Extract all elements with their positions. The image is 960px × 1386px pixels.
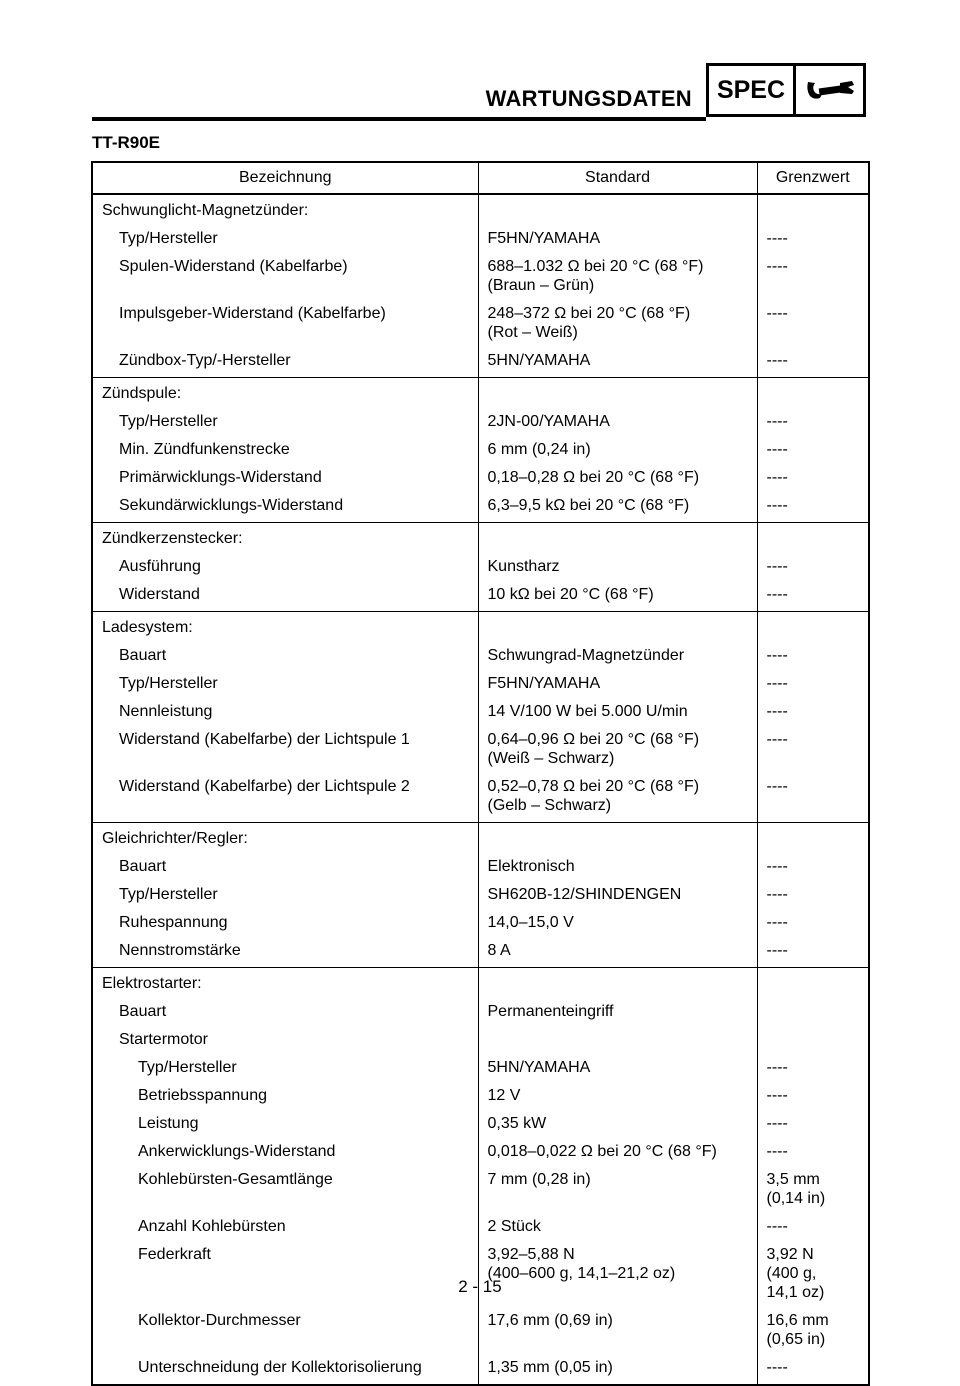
standard-value-cell — [478, 775, 757, 823]
limit-value: ---- — [766, 586, 788, 603]
row-label: Ankerwicklungs-Widerstand — [138, 1143, 336, 1160]
row-label-cell — [92, 1112, 478, 1140]
table-row — [92, 378, 869, 411]
row-label: Anzahl Kohlebürsten — [138, 1218, 286, 1235]
row-label: Widerstand (Kabelfarbe) der Lichtspule 1 — [119, 731, 410, 748]
limit-value-cell — [757, 968, 869, 1001]
table-section — [92, 523, 869, 612]
limit-value: ---- — [766, 258, 788, 275]
limit-value-cell — [757, 1356, 869, 1385]
row-label: Sekundärwicklungs-Widerstand — [119, 497, 344, 514]
table-row — [92, 302, 869, 349]
row-label-cell — [92, 1000, 478, 1028]
row-label: Typ/Hersteller — [138, 1059, 237, 1076]
standard-value: 8 A — [487, 942, 511, 959]
table-row — [92, 1000, 869, 1028]
table-section — [92, 968, 869, 1386]
standard-value-cell — [478, 1140, 757, 1168]
limit-value: ---- — [766, 703, 788, 720]
standard-value-cell — [478, 466, 757, 494]
row-label-cell — [92, 968, 478, 1001]
row-label: Bauart — [119, 647, 167, 664]
table-row — [92, 968, 869, 1001]
standard-value: 2JN-00/YAMAHA — [487, 413, 610, 430]
standard-value: 5HN/YAMAHA — [487, 352, 591, 369]
standard-value: F5HN/YAMAHA — [487, 675, 601, 692]
table-row — [92, 438, 869, 466]
table-row — [92, 700, 869, 728]
standard-value-cell — [478, 1028, 757, 1056]
standard-value-cell — [478, 883, 757, 911]
standard-value: 0,018–0,022 Ω bei 20 °C (68 °F) — [487, 1143, 717, 1160]
table-row — [92, 1084, 869, 1112]
row-label: Gleichrichter/Regler: — [102, 830, 248, 847]
standard-value: 17,6 mm (0,69 in) — [487, 1312, 613, 1329]
limit-value-cell — [757, 302, 869, 349]
limit-value: ---- — [766, 942, 788, 959]
limit-value-cell — [757, 494, 869, 523]
standard-value: SH620B-12/SHINDENGEN — [487, 886, 682, 903]
table-row — [92, 1168, 869, 1215]
row-label: Impulsgeber-Widerstand (Kabelfarbe) — [119, 305, 386, 322]
row-label-cell — [92, 612, 478, 645]
limit-value-cell — [757, 466, 869, 494]
standard-value-cell — [478, 728, 757, 775]
limit-value — [758, 827, 869, 832]
limit-value-cell — [757, 1000, 869, 1028]
row-label: Min. Zündfunkenstrecke — [119, 441, 290, 458]
standard-value — [479, 616, 757, 621]
row-label: Unterschneidung der Kollektorisolierung — [138, 1359, 422, 1376]
limit-value — [758, 1000, 869, 1005]
standard-value: 3,92–5,88 N (400–600 g, 14,1–21,2 oz) — [487, 1246, 676, 1282]
limit-value-cell — [757, 728, 869, 775]
table-row — [92, 410, 869, 438]
table-row — [92, 1215, 869, 1243]
row-label: Typ/Hersteller — [119, 886, 218, 903]
row-label: Typ/Hersteller — [119, 230, 218, 247]
standard-value-cell — [478, 644, 757, 672]
limit-value: ---- — [766, 497, 788, 514]
table-section — [92, 194, 869, 378]
table-row — [92, 494, 869, 523]
limit-value — [758, 1028, 869, 1033]
limit-value: ---- — [766, 675, 788, 692]
row-label: Elektrostarter: — [102, 975, 202, 992]
limit-value-cell — [757, 583, 869, 612]
standard-value: 1,35 mm (0,05 in) — [487, 1359, 613, 1376]
limit-value-cell — [757, 1084, 869, 1112]
row-label: Federkraft — [138, 1246, 211, 1263]
row-label-cell — [92, 1215, 478, 1243]
row-label: Startermotor — [119, 1031, 208, 1048]
limit-value-cell — [757, 883, 869, 911]
row-label: Ruhespannung — [119, 914, 228, 931]
limit-value-cell — [757, 823, 869, 856]
limit-value: ---- — [766, 305, 788, 322]
row-label-cell — [92, 1168, 478, 1215]
standard-value-cell — [478, 194, 757, 227]
wrench-icon — [802, 75, 858, 105]
spec-badge-icon-cell — [796, 66, 863, 114]
standard-value: 6 mm (0,24 in) — [487, 441, 591, 458]
limit-value-cell — [757, 939, 869, 968]
limit-value-cell — [757, 349, 869, 378]
table-row — [92, 672, 869, 700]
row-label: Kohlebürsten-Gesamtlänge — [138, 1171, 333, 1188]
standard-value-cell — [478, 494, 757, 523]
table-row — [92, 194, 869, 227]
limit-value: ---- — [766, 413, 788, 430]
limit-value-cell — [757, 1112, 869, 1140]
table-row — [92, 523, 869, 556]
table-row — [92, 1112, 869, 1140]
row-label: Zündbox-Typ/-Hersteller — [119, 352, 291, 369]
row-label-cell — [92, 466, 478, 494]
limit-value-cell — [757, 1168, 869, 1215]
standard-value-cell — [478, 410, 757, 438]
limit-value-cell — [757, 775, 869, 823]
limit-value-cell — [757, 700, 869, 728]
table-row — [92, 728, 869, 775]
limit-value-cell — [757, 911, 869, 939]
limit-value: ---- — [766, 886, 788, 903]
limit-value-cell — [757, 855, 869, 883]
limit-value — [758, 382, 869, 387]
row-label: Zündkerzenstecker: — [102, 530, 243, 547]
row-label: Typ/Hersteller — [119, 413, 218, 430]
standard-value-cell — [478, 855, 757, 883]
standard-value-cell — [478, 700, 757, 728]
table-row — [92, 255, 869, 302]
header-title: WARTUNGSDATEN — [485, 86, 692, 111]
standard-value: 0,64–0,96 Ω bei 20 °C (68 °F) (Weiß – Schwarz) — [487, 731, 700, 767]
limit-value — [758, 972, 869, 977]
limit-value-cell — [757, 1028, 869, 1056]
column-header-bezeichnung: Bezeichnung — [92, 162, 478, 194]
limit-value-cell — [757, 523, 869, 556]
standard-value: 14,0–15,0 V — [487, 914, 574, 931]
limit-value: ---- — [766, 778, 788, 795]
standard-value: 0,35 kW — [487, 1115, 547, 1132]
standard-value — [479, 1028, 757, 1033]
standard-value-cell — [478, 1243, 757, 1309]
standard-value: 0,18–0,28 Ω bei 20 °C (68 °F) — [487, 469, 700, 486]
standard-value-cell — [478, 911, 757, 939]
standard-value: 7 mm (0,28 in) — [487, 1171, 591, 1188]
row-label: Schwunglicht-Magnetzünder: — [102, 202, 309, 219]
standard-value-cell — [478, 1056, 757, 1084]
limit-value: 3,5 mm (0,14 in) — [766, 1171, 826, 1207]
row-label-cell — [92, 555, 478, 583]
limit-value: ---- — [766, 647, 788, 664]
row-label: Widerstand — [119, 586, 200, 603]
row-label: Nennleistung — [119, 703, 213, 720]
table-row — [92, 1243, 869, 1309]
table-row — [92, 644, 869, 672]
table-row — [92, 466, 869, 494]
limit-value: ---- — [766, 1143, 788, 1160]
standard-value: F5HN/YAMAHA — [487, 230, 601, 247]
row-label: Betriebsspannung — [138, 1087, 267, 1104]
table-row — [92, 1309, 869, 1356]
standard-value — [479, 972, 757, 977]
page-number: 2 - 15 — [458, 1277, 502, 1296]
limit-value: ---- — [766, 914, 788, 931]
limit-value — [758, 527, 869, 532]
row-label-cell — [92, 775, 478, 823]
standard-value-cell — [478, 1215, 757, 1243]
limit-value: ---- — [766, 858, 788, 875]
row-label-cell — [92, 1309, 478, 1356]
limit-value-cell — [757, 644, 869, 672]
standard-value-cell — [478, 672, 757, 700]
row-label-cell — [92, 227, 478, 255]
row-label-cell — [92, 523, 478, 556]
limit-value: ---- — [766, 469, 788, 486]
limit-value: ---- — [766, 1087, 788, 1104]
specification-table — [91, 161, 870, 1386]
standard-value-cell — [478, 823, 757, 856]
table-row — [92, 1140, 869, 1168]
table-row — [92, 855, 869, 883]
standard-value-cell — [478, 1309, 757, 1356]
row-label-cell — [92, 349, 478, 378]
standard-value-cell — [478, 939, 757, 968]
standard-value: 12 V — [487, 1087, 521, 1104]
spec-badge — [706, 63, 866, 117]
limit-value: ---- — [766, 1115, 788, 1132]
standard-value — [479, 199, 757, 204]
table-section — [92, 823, 869, 968]
limit-value: ---- — [766, 731, 788, 748]
standard-value-cell — [478, 968, 757, 1001]
standard-value-cell — [478, 1084, 757, 1112]
limit-value-cell — [757, 410, 869, 438]
column-header-standard: Standard — [478, 162, 757, 194]
row-label-cell — [92, 1356, 478, 1385]
table-row — [92, 1028, 869, 1056]
row-label-cell — [92, 1028, 478, 1056]
limit-value-cell — [757, 1056, 869, 1084]
row-label-cell — [92, 728, 478, 775]
row-label: Primärwicklungs-Widerstand — [119, 469, 322, 486]
row-label: Kollektor-Durchmesser — [138, 1312, 301, 1329]
standard-value-cell — [478, 227, 757, 255]
row-label-cell — [92, 855, 478, 883]
limit-value: ---- — [766, 441, 788, 458]
standard-value: 14 V/100 W bei 5.000 U/min — [487, 703, 688, 720]
standard-value-cell — [478, 1356, 757, 1385]
spec-badge-label: SPEC — [709, 66, 796, 114]
standard-value-cell — [478, 255, 757, 302]
standard-value-cell — [478, 555, 757, 583]
limit-value-cell — [757, 1215, 869, 1243]
standard-value: 688–1.032 Ω bei 20 °C (68 °F) (Braun – Grün) — [487, 258, 704, 294]
limit-value-cell — [757, 672, 869, 700]
limit-value — [758, 616, 869, 621]
standard-value: Elektronisch — [487, 858, 575, 875]
standard-value-cell — [478, 349, 757, 378]
table-row — [92, 883, 869, 911]
limit-value: ---- — [766, 1059, 788, 1076]
limit-value: 16,6 mm (0,65 in) — [766, 1312, 829, 1348]
limit-value: ---- — [766, 230, 788, 247]
table-row — [92, 555, 869, 583]
limit-value: 3,92 N (400 g, 14,1 oz) — [766, 1246, 825, 1301]
standard-value-cell — [478, 523, 757, 556]
limit-value: ---- — [766, 352, 788, 369]
limit-value — [758, 199, 869, 204]
standard-value: 10 kΩ bei 20 °C (68 °F) — [487, 586, 654, 603]
table-row — [92, 612, 869, 645]
limit-value: ---- — [766, 1218, 788, 1235]
row-label-cell — [92, 672, 478, 700]
row-label: Spulen-Widerstand (Kabelfarbe) — [119, 258, 348, 275]
row-label-cell — [92, 494, 478, 523]
row-label-cell — [92, 883, 478, 911]
table-row — [92, 911, 869, 939]
row-label-cell — [92, 823, 478, 856]
row-label-cell — [92, 1243, 478, 1309]
standard-value-cell — [478, 1000, 757, 1028]
row-label-cell — [92, 939, 478, 968]
standard-value-cell — [478, 612, 757, 645]
limit-value-cell — [757, 612, 869, 645]
row-label-cell — [92, 911, 478, 939]
limit-value-cell — [757, 1243, 869, 1309]
row-label-cell — [92, 1084, 478, 1112]
standard-value: 248–372 Ω bei 20 °C (68 °F) (Rot – Weiß) — [487, 305, 691, 341]
table-row — [92, 939, 869, 968]
row-label: Bauart — [119, 1003, 167, 1020]
table-row — [92, 583, 869, 612]
model-title: TT-R90E — [92, 133, 161, 152]
standard-value-cell — [478, 302, 757, 349]
table-section — [92, 612, 869, 823]
column-header-grenzwert: Grenzwert — [757, 162, 869, 194]
limit-value-cell — [757, 227, 869, 255]
row-label: Zündspule: — [102, 385, 182, 402]
limit-value-cell — [757, 1140, 869, 1168]
standard-value: 0,52–0,78 Ω bei 20 °C (68 °F) (Gelb – Schwarz) — [487, 778, 700, 814]
limit-value-cell — [757, 194, 869, 227]
standard-value-cell — [478, 583, 757, 612]
row-label-cell — [92, 583, 478, 612]
row-label-cell — [92, 410, 478, 438]
table-row — [92, 1356, 869, 1385]
standard-value: 6,3–9,5 kΩ bei 20 °C (68 °F) — [487, 497, 690, 514]
standard-value: Permanenteingriff — [487, 1003, 614, 1020]
limit-value-cell — [757, 378, 869, 411]
row-label-cell — [92, 1140, 478, 1168]
row-label-cell — [92, 438, 478, 466]
standard-value — [479, 382, 757, 387]
row-label-cell — [92, 378, 478, 411]
row-label: Bauart — [119, 858, 167, 875]
table-row — [92, 349, 869, 378]
limit-value-cell — [757, 438, 869, 466]
row-label-cell — [92, 302, 478, 349]
row-label: Nennstromstärke — [119, 942, 241, 959]
standard-value — [479, 527, 757, 532]
standard-value: 5HN/YAMAHA — [487, 1059, 591, 1076]
limit-value-cell — [757, 1309, 869, 1356]
row-label-cell — [92, 1056, 478, 1084]
limit-value-cell — [757, 555, 869, 583]
standard-value: Schwungrad-Magnetzünder — [487, 647, 685, 664]
row-label: Ladesystem: — [102, 619, 193, 636]
row-label-cell — [92, 644, 478, 672]
table-row — [92, 227, 869, 255]
limit-value: ---- — [766, 1359, 788, 1376]
row-label: Typ/Hersteller — [119, 675, 218, 692]
limit-value-cell — [757, 255, 869, 302]
header-rule — [92, 117, 706, 121]
table-row — [92, 775, 869, 823]
table-header-row — [92, 162, 869, 194]
limit-value: ---- — [766, 558, 788, 575]
standard-value-cell — [478, 438, 757, 466]
row-label-cell — [92, 194, 478, 227]
standard-value: 2 Stück — [487, 1218, 541, 1235]
row-label: Ausführung — [119, 558, 201, 575]
row-label: Leistung — [138, 1115, 199, 1132]
standard-value: Kunstharz — [487, 558, 560, 575]
standard-value-cell — [478, 1168, 757, 1215]
table-row — [92, 823, 869, 856]
standard-value-cell — [478, 1112, 757, 1140]
row-label-cell — [92, 255, 478, 302]
standard-value — [479, 827, 757, 832]
table-row — [92, 1056, 869, 1084]
row-label: Widerstand (Kabelfarbe) der Lichtspule 2 — [119, 778, 410, 795]
table-section — [92, 378, 869, 523]
standard-value-cell — [478, 378, 757, 411]
row-label-cell — [92, 700, 478, 728]
